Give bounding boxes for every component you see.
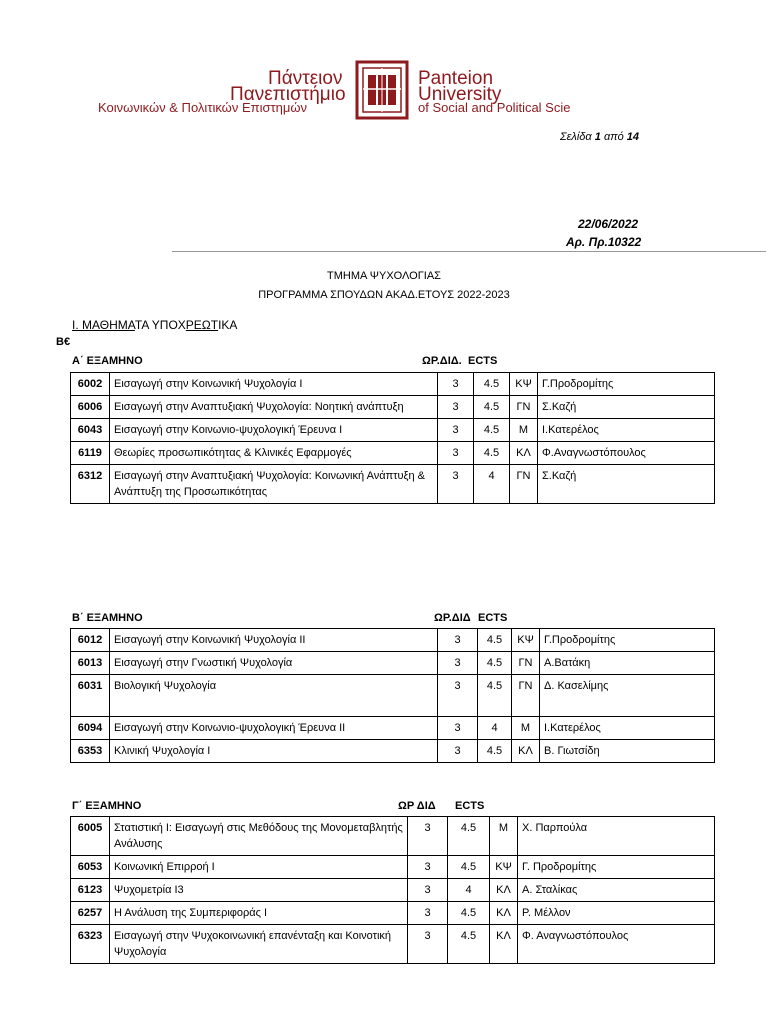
course-title: Βιολογική Ψυχολογία — [110, 675, 438, 717]
course-ects: 4.5 — [448, 856, 490, 879]
page-current: 1 — [594, 131, 601, 143]
course-hours: 3 — [438, 740, 478, 763]
course-code: 6323 — [71, 925, 110, 964]
table-row — [71, 717, 715, 740]
course-instructor: Α.Βατάκη — [540, 652, 715, 675]
course-instructor: Χ. Παρπούλα — [518, 817, 715, 856]
course-area: ΓΝ — [512, 652, 540, 675]
course-title: Στατιστική Ι: Εισαγωγή στις Μεθόδους της Μονομεταβλητής Ανάλυσης — [110, 817, 408, 856]
semester-b-table — [70, 628, 715, 763]
course-code: 6031 — [71, 675, 110, 717]
logo-greek-line3: Κοινωνικών & Πολιτικών Επιστημών — [98, 100, 307, 115]
table-row — [71, 902, 715, 925]
course-code: 6257 — [71, 902, 110, 925]
semester-a-table — [70, 372, 715, 504]
course-hours: 3 — [408, 925, 448, 964]
table-row — [71, 629, 715, 652]
course-title: Εισαγωγή στην Γνωστική Ψυχολογία — [110, 652, 438, 675]
course-title: Εισαγωγή στην Κοινωνική Ψυχολογία ΙΙ — [110, 629, 438, 652]
course-area: ΚΛ — [512, 740, 540, 763]
course-instructor: Ρ. Μέλλον — [518, 902, 715, 925]
course-instructor: Φ. Αναγνωστόπουλος — [518, 925, 715, 964]
course-ects: 4.5 — [474, 419, 510, 442]
logo-greek-line1: Πάντειον — [268, 68, 343, 89]
course-code: 6002 — [71, 373, 110, 396]
course-area: ΚΛ — [490, 925, 518, 964]
section-heading — [72, 318, 237, 332]
page-label: Σελίδα — [560, 131, 592, 143]
course-title: Ψυχομετρία Ι3 — [110, 879, 408, 902]
course-title: Εισαγωγή στην Ψυχοκοινωνική επανένταξη και Κοινοτική Ψυχολογία — [110, 925, 408, 964]
section-part4: ΙΚΑ — [218, 318, 238, 332]
course-ects: 4 — [478, 717, 512, 740]
course-ects: 4.5 — [448, 817, 490, 856]
course-hours: 3 — [438, 465, 474, 504]
course-instructor: Γ.Προδρομίτης — [538, 373, 715, 396]
table-row — [71, 652, 715, 675]
course-hours: 3 — [408, 856, 448, 879]
course-title: Θεωρίες προσωπικότητας & Κλινικές Εφαρμογές — [110, 442, 438, 465]
course-hours: 3 — [438, 717, 478, 740]
table-row — [71, 856, 715, 879]
course-instructor: Σ.Καζή — [538, 396, 715, 419]
course-instructor: Γ.Προδρομίτης — [540, 629, 715, 652]
logo-greek-line2: Πανεπιστήμιο — [230, 84, 346, 105]
course-ects: 4.5 — [448, 925, 490, 964]
table-row — [71, 879, 715, 902]
course-ects: 4 — [474, 465, 510, 504]
section-part1: ΜΑΘΗΜΑ — [82, 318, 135, 332]
course-instructor: Σ.Καζή — [538, 465, 715, 504]
course-area: Μ — [512, 717, 540, 740]
table-row — [71, 740, 715, 763]
semester-a-ects-header: ECTS — [468, 355, 498, 367]
course-hours: 3 — [438, 396, 474, 419]
course-area: ΚΨ — [490, 856, 518, 879]
course-code: 6094 — [71, 717, 110, 740]
logo-english-line2: University — [418, 84, 502, 105]
semester-b-title: Β΄ ΕΞΑΜΗΝΟ — [72, 612, 143, 624]
course-title: Κοινωνική Επιρροή Ι — [110, 856, 408, 879]
page-of: από — [603, 131, 624, 143]
course-instructor: Φ.Αναγνωστόπουλος — [538, 442, 715, 465]
semester-c-table — [70, 816, 715, 964]
table-row — [71, 419, 715, 442]
course-title: Εισαγωγή στην Κοινωνική Ψυχολογία Ι — [110, 373, 438, 396]
course-ects: 4.5 — [474, 396, 510, 419]
course-instructor: Α. Σταλίκας — [518, 879, 715, 902]
table-row — [71, 465, 715, 504]
course-instructor: Ι.Κατερέλος — [538, 419, 715, 442]
document-date: 22/06/2022 — [578, 217, 639, 231]
course-ects: 4.5 — [478, 652, 512, 675]
section-part2: ΤΑ ΥΠΟΧ — [134, 318, 186, 332]
course-hours: 3 — [438, 419, 474, 442]
side-mark: Β€ — [56, 336, 71, 348]
semester-c-hours-header: ΩΡ ΔΙΔ — [398, 800, 436, 812]
course-code: 6053 — [71, 856, 110, 879]
logo-english-line1: Panteion — [418, 68, 494, 89]
table-row — [71, 396, 715, 419]
course-ects: 4.5 — [478, 629, 512, 652]
course-area: ΓΝ — [510, 396, 538, 419]
course-title: Εισαγωγή στην Αναπτυξιακή Ψυχολογία: Νοητική ανάπτυξη — [110, 396, 438, 419]
page-number — [560, 131, 639, 143]
course-ects: 4.5 — [448, 902, 490, 925]
page-total: 14 — [626, 131, 640, 143]
course-title: Κλινική Ψυχολογία Ι — [110, 740, 438, 763]
course-ects: 4.5 — [474, 442, 510, 465]
course-code: 6012 — [71, 629, 110, 652]
course-code: 6006 — [71, 396, 110, 419]
course-hours: 3 — [438, 629, 478, 652]
course-code: 6312 — [71, 465, 110, 504]
course-hours: 3 — [408, 879, 448, 902]
course-ects: 4.5 — [474, 373, 510, 396]
university-seal-icon — [354, 59, 410, 121]
logo-english-line3: of Social and Political Scie — [418, 100, 571, 115]
course-ects: 4.5 — [478, 740, 512, 763]
course-code: 6043 — [71, 419, 110, 442]
course-area: ΚΛ — [510, 442, 538, 465]
course-hours: 3 — [438, 373, 474, 396]
course-area: ΚΛ — [490, 902, 518, 925]
program-title: ΠΡΟΓΡΑΜΜΑ ΣΠΟΥΔΩΝ ΑΚΑΔ.ΕΤΟΥΣ 2022-2023 — [258, 289, 510, 301]
semester-b-hours-header: ΩΡ.ΔΙΔ — [434, 612, 471, 624]
course-code: 6353 — [71, 740, 110, 763]
course-code: 6013 — [71, 652, 110, 675]
course-hours: 3 — [408, 817, 448, 856]
course-hours: 3 — [438, 652, 478, 675]
table-row — [71, 442, 715, 465]
table-row — [71, 925, 715, 964]
table-row — [71, 817, 715, 856]
semester-a-title: Α΄ ΕΞΑΜΗΝΟ — [72, 355, 143, 367]
course-hours: 3 — [438, 675, 478, 717]
course-code: 6119 — [71, 442, 110, 465]
course-ects: 4 — [448, 879, 490, 902]
semester-c-ects-header: ECTS — [455, 800, 485, 812]
department-title: ΤΜΗΜΑ ΨΥΧΟΛΟΓΙΑΣ — [327, 270, 441, 282]
reference-number: Αρ. Πρ.10322 — [566, 235, 642, 249]
course-area: Μ — [510, 419, 538, 442]
course-hours: 3 — [438, 442, 474, 465]
course-area: ΚΨ — [512, 629, 540, 652]
table-row — [71, 675, 715, 717]
course-code: 6005 — [71, 817, 110, 856]
course-instructor: Β. Γιωτσίδη — [540, 740, 715, 763]
course-instructor: Δ. Κασελίμης — [540, 675, 715, 717]
semester-c-title: Γ΄ ΕΞΑΜΗΝΟ — [72, 800, 142, 812]
course-ects: 4.5 — [478, 675, 512, 717]
course-instructor: Γ. Προδρομίτης — [518, 856, 715, 879]
course-hours: 3 — [408, 902, 448, 925]
semester-b-ects-header: ECTS — [478, 612, 508, 624]
course-instructor: Ι.Κατερέλος — [540, 717, 715, 740]
course-area: ΚΨ — [510, 373, 538, 396]
course-title: Η Ανάλυση της Συμπεριφοράς Ι — [110, 902, 408, 925]
course-area: Μ — [490, 817, 518, 856]
course-area: ΚΛ — [490, 879, 518, 902]
section-part3: ΡΕΩΤ — [185, 318, 219, 332]
course-title: Εισαγωγή στην Κοινωνιο-ψυχολογική Έρευνα Ι — [110, 419, 438, 442]
table-row — [71, 373, 715, 396]
course-code: 6123 — [71, 879, 110, 902]
course-area: ΓΝ — [512, 675, 540, 717]
course-title: Εισαγωγή στην Κοινωνιο-ψυχολογική Έρευνα ΙΙ — [110, 717, 438, 740]
course-title: Εισαγωγή στην Αναπτυξιακή Ψυχολογία: Κοινωνική Ανάπτυξη & Ανάπτυξη της Προσωπικότητας — [110, 465, 438, 504]
semester-a-hours-header: ΩΡ.ΔΙΔ. — [422, 355, 462, 367]
section-prefix: Ι. — [72, 318, 83, 332]
course-area: ΓΝ — [510, 465, 538, 504]
header-divider — [172, 251, 766, 252]
